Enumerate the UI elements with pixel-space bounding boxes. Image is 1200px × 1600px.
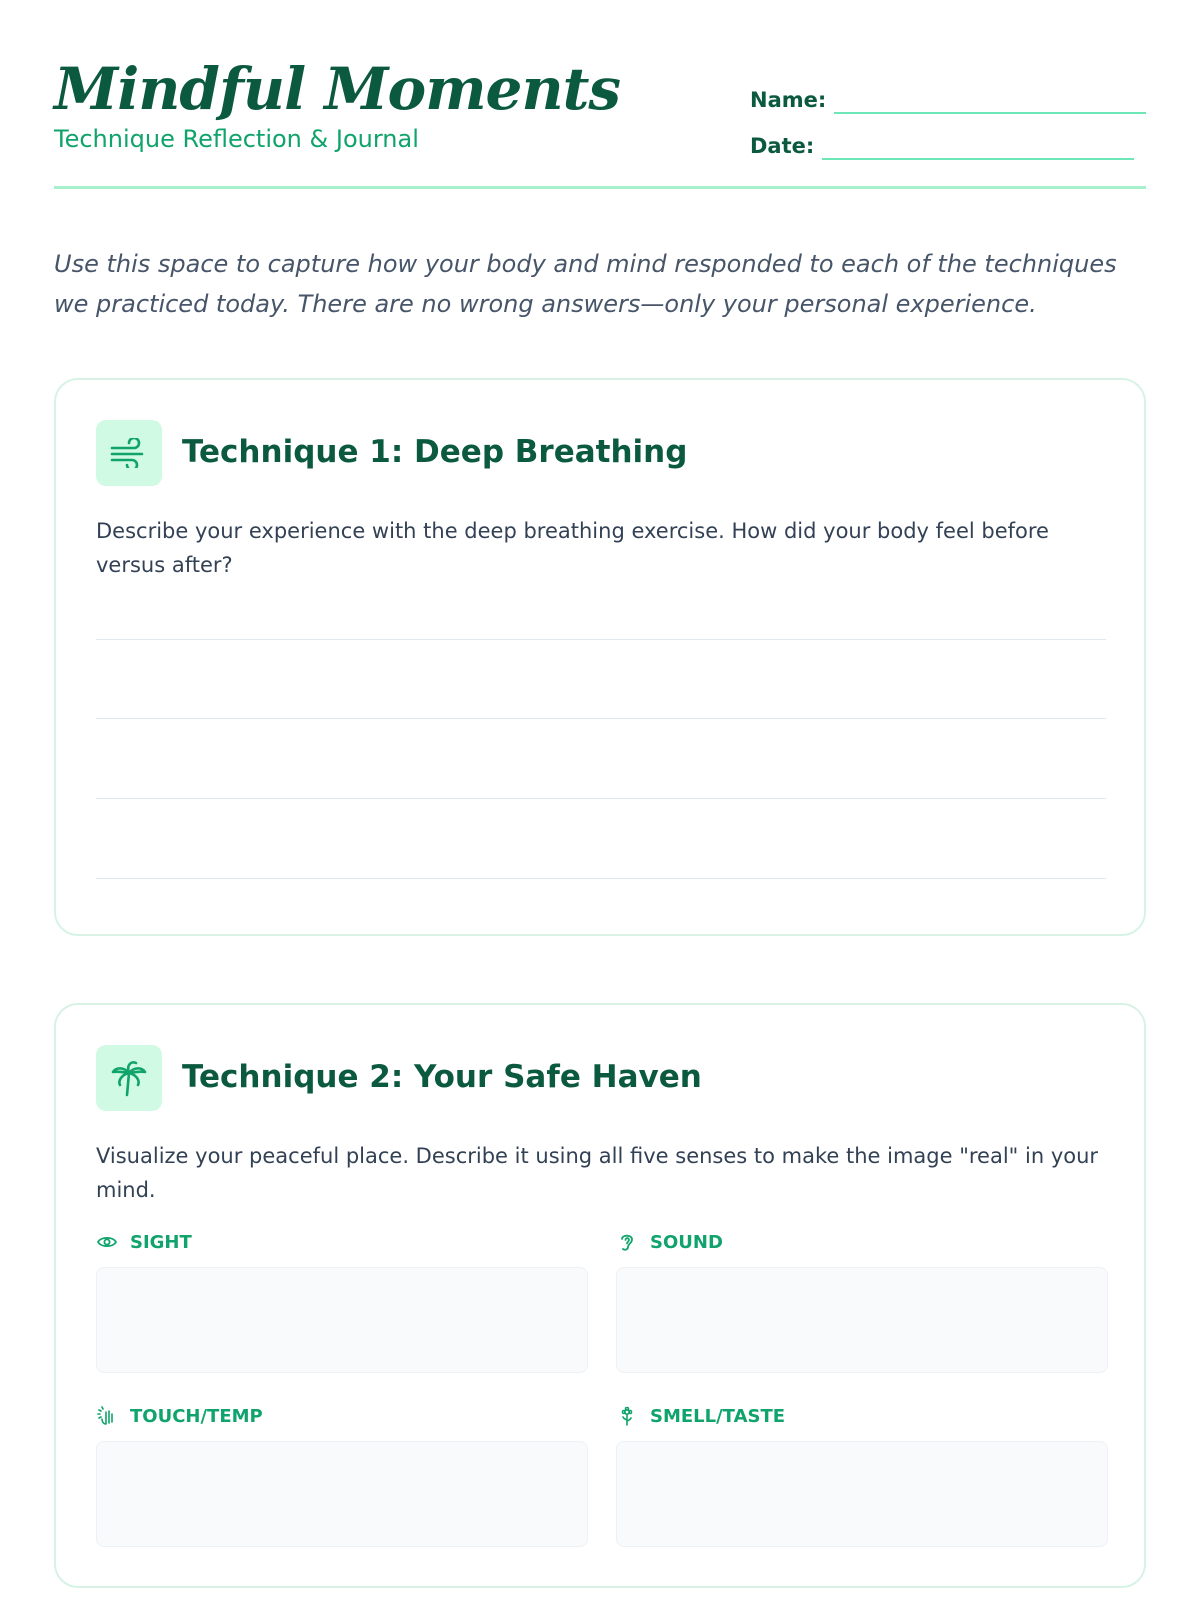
touch-temp-answer-box[interactable] xyxy=(96,1441,588,1547)
technique-title: Technique 2: Your Safe Haven xyxy=(182,1059,702,1095)
technique-card-safe-haven xyxy=(54,1003,1146,1588)
eye-icon xyxy=(96,1231,118,1253)
sense-label: SOUND xyxy=(650,1231,723,1253)
page-subtitle: Technique Reflection & Journal xyxy=(54,125,419,153)
smell-taste-answer-box[interactable] xyxy=(616,1441,1108,1547)
technique-prompt: Visualize your peaceful place. Describe it using all five senses to make the image "real" in your mind. xyxy=(96,1144,1099,1202)
date-input-line[interactable] xyxy=(822,158,1134,160)
hand-icon xyxy=(96,1405,118,1427)
wind-icon xyxy=(96,420,162,486)
sense-label: SIGHT xyxy=(130,1231,192,1253)
date-field[interactable] xyxy=(750,126,1146,166)
writing-line[interactable] xyxy=(96,639,1106,640)
writing-line[interactable] xyxy=(96,878,1106,879)
date-label: Date: xyxy=(750,134,815,158)
ear-icon xyxy=(616,1231,638,1253)
worksheet-header xyxy=(54,56,1146,192)
header-divider xyxy=(54,186,1146,189)
technique-card-deep-breathing xyxy=(54,378,1146,936)
writing-line[interactable] xyxy=(96,798,1106,799)
writing-line[interactable] xyxy=(96,718,1106,719)
flower-icon xyxy=(616,1405,638,1427)
sight-answer-box[interactable] xyxy=(96,1267,588,1373)
name-input-line[interactable] xyxy=(834,112,1146,114)
intro-text: Use this space to capture how your body and mind responded to each of the techniques we practiced today. There are no wrong answers—only your personal experience. xyxy=(54,250,1117,318)
technique-prompt: Describe your experience with the deep breathing exercise. How did your body feel before versus after? xyxy=(96,519,1049,577)
technique-title: Technique 1: Deep Breathing xyxy=(182,434,688,470)
sense-label: TOUCH/TEMP xyxy=(130,1405,263,1427)
page-title: Mindful Moments xyxy=(54,55,621,123)
sense-label: SMELL/TASTE xyxy=(650,1405,786,1427)
name-label: Name: xyxy=(750,88,827,112)
palm-tree-icon xyxy=(96,1045,162,1111)
name-field[interactable] xyxy=(750,80,1146,120)
sound-answer-box[interactable] xyxy=(616,1267,1108,1373)
